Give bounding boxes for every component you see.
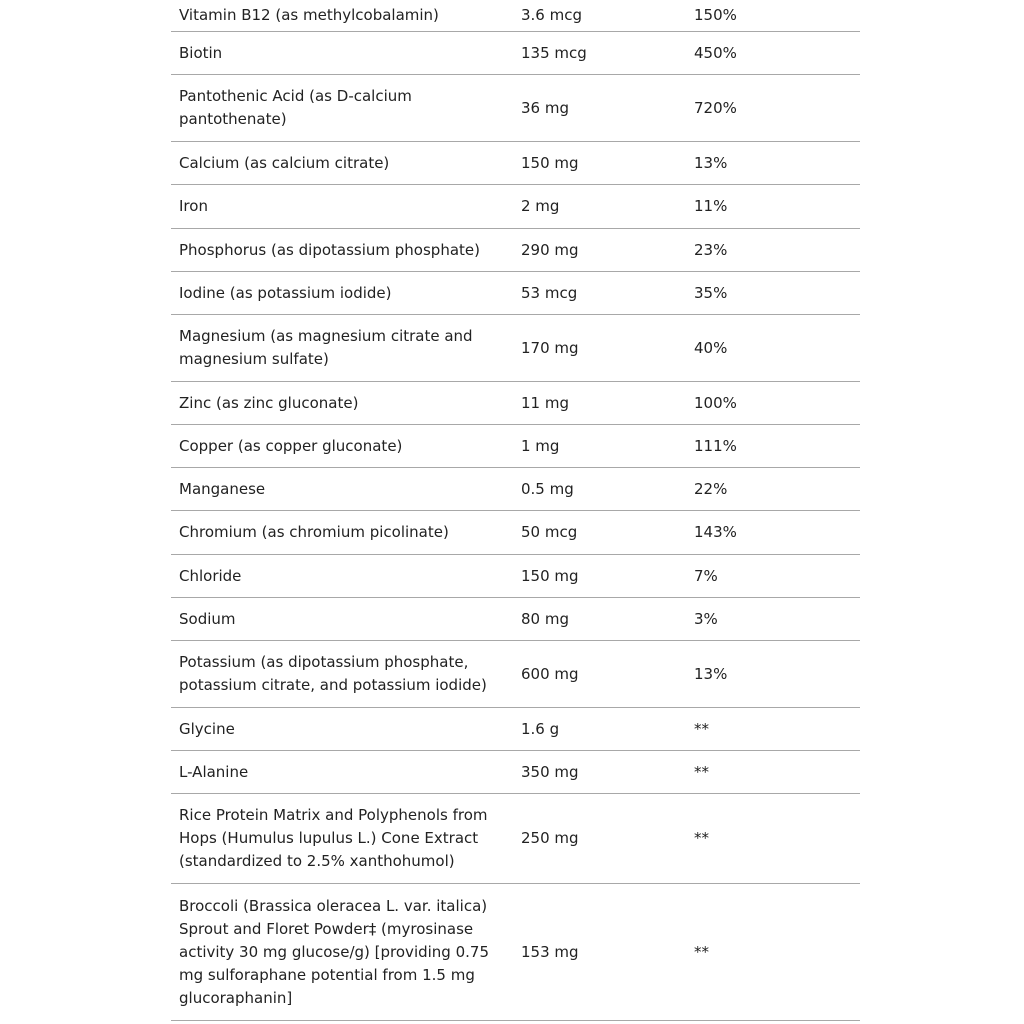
table-row (171, 884, 860, 1021)
nutrient-amount: 2 mg (521, 197, 560, 215)
nutrient-amount: 50 mcg (521, 523, 578, 541)
nutrient-daily-value: ** (694, 942, 709, 961)
nutrient-daily-value: 23% (694, 240, 728, 259)
nutrient-name: Glycine (179, 719, 235, 738)
nutrient-daily-value: 720% (694, 98, 737, 117)
table-row (171, 425, 860, 468)
nutrient-name: Calcium (as calcium citrate) (179, 153, 390, 172)
table-row (171, 272, 860, 315)
nutrient-amount: 11 mg (521, 393, 569, 412)
table-row (171, 315, 860, 382)
table-row (171, 555, 860, 598)
table-row (171, 708, 860, 751)
nutrient-amount: 80 mg (521, 609, 569, 628)
nutrient-name: Copper (as copper gluconate) (179, 436, 403, 455)
nutrient-daily-value: 22% (694, 479, 728, 498)
nutrient-amount: 0.5 mg (521, 479, 574, 498)
nutrient-amount: 3.6 mcg (521, 6, 583, 24)
nutrient-amount: 600 mg (521, 664, 579, 683)
nutrient-amount: 150 mg (521, 566, 579, 585)
nutrient-amount: 350 mg (521, 762, 579, 781)
nutrient-amount: 135 mcg (521, 43, 587, 62)
table-row (171, 598, 860, 641)
nutrient-daily-value: 13% (694, 153, 728, 172)
nutrient-amount: 1 mg (521, 436, 560, 455)
table-row (171, 142, 860, 185)
nutrient-amount: 1.6 g (521, 719, 560, 738)
nutrient-daily-value: ** (694, 762, 709, 781)
nutrient-amount: 53 mcg (521, 283, 578, 302)
nutrient-name: Iron (179, 197, 208, 215)
table-row (171, 75, 860, 142)
nutrient-amount: 153 mg (521, 942, 579, 961)
nutrient-name: Chloride (179, 566, 242, 585)
table-row (171, 229, 860, 272)
nutrient-name: L-Alanine (179, 762, 249, 781)
supplement-facts-table (171, 0, 860, 1021)
nutrient-name: Manganese (179, 479, 266, 498)
nutrient-name: Phosphorus (as dipotassium phosphate) (179, 240, 480, 259)
nutrient-amount: 250 mg (521, 829, 579, 847)
nutrient-daily-value: 143% (694, 523, 737, 541)
nutrient-name: Iodine (as potassium iodide) (179, 283, 392, 302)
nutrient-daily-value: 150% (694, 6, 737, 24)
nutrient-name: Chromium (as chromium picolinate) (179, 523, 449, 541)
nutrient-name: Broccoli (Brassica oleracea L. var. italica) Sprout and Floret Powder‡ (myrosinase activity 30 mg glucose/g) [providing 0.75 mg sulforaphane potential from 1.5 mg glucoraphanin] (179, 896, 489, 1007)
nutrient-daily-value: 100% (694, 393, 737, 412)
nutrient-daily-value: ** (694, 829, 709, 847)
nutrient-daily-value: 35% (694, 283, 728, 302)
nutrient-name: Vitamin B12 (as methylcobalamin) (179, 6, 439, 24)
table-row (171, 794, 860, 884)
nutrient-name: Pantothenic Acid (as D-calcium pantothenate) (179, 87, 412, 128)
nutrient-name: Magnesium (as magnesium citrate and magnesium sulfate) (179, 327, 473, 368)
nutrient-daily-value: 7% (694, 566, 718, 585)
nutrient-daily-value: 3% (694, 609, 718, 628)
nutrient-amount: 170 mg (521, 338, 579, 357)
table-row (171, 751, 860, 794)
nutrient-name: Zinc (as zinc gluconate) (179, 393, 359, 412)
table-row (171, 641, 860, 708)
nutrient-daily-value: 11% (694, 197, 728, 215)
nutrient-daily-value: 13% (694, 664, 728, 683)
nutrient-amount: 290 mg (521, 240, 579, 259)
nutrient-daily-value: 111% (694, 436, 737, 455)
nutrient-daily-value: 40% (694, 338, 728, 357)
nutrient-amount: 150 mg (521, 153, 579, 172)
nutrient-name: Potassium (as dipotassium phosphate, potassium citrate, and potassium iodide) (179, 653, 487, 694)
nutrient-amount: 36 mg (521, 98, 569, 117)
table-row (171, 32, 860, 75)
nutrient-daily-value: ** (694, 719, 709, 738)
table-row (171, 511, 860, 555)
nutrient-daily-value: 450% (694, 43, 737, 62)
nutrient-name: Rice Protein Matrix and Polyphenols from Hops (Humulus lupulus L.) Cone Extract (standardized to 2.5% xanthohumol) (179, 806, 488, 870)
nutrient-name: Sodium (179, 609, 236, 628)
nutrient-name: Biotin (179, 43, 223, 62)
table-row (171, 185, 860, 229)
table-row (171, 468, 860, 511)
table-row (171, 382, 860, 425)
table-row (171, 0, 860, 32)
